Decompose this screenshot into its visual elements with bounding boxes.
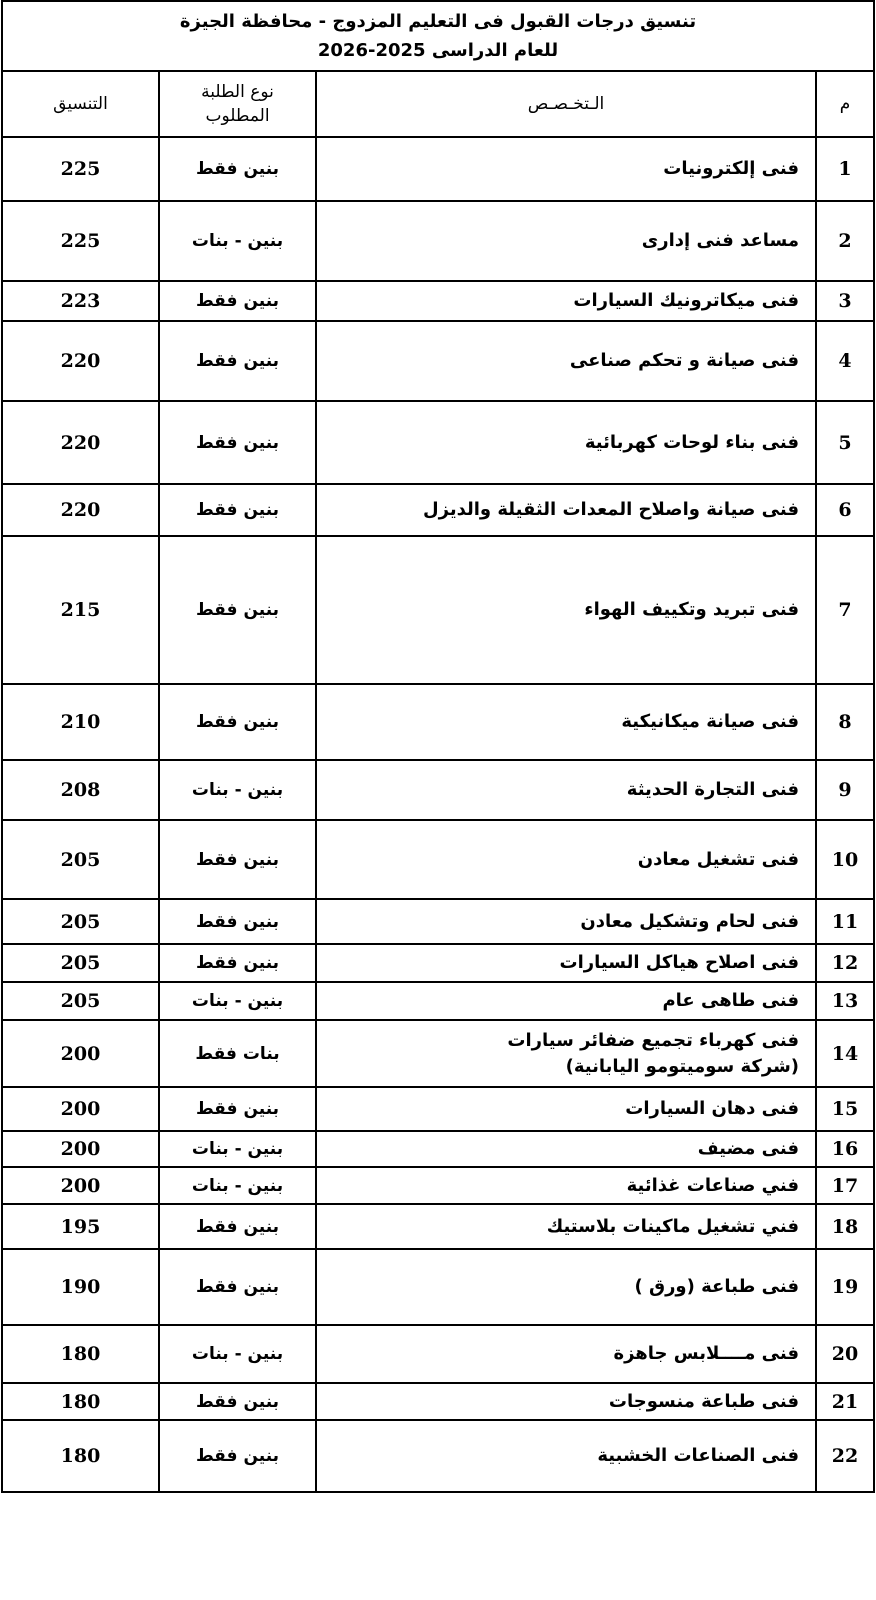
header-student-type-line1: نوع الطلبة (201, 82, 274, 102)
row-num: 11 (816, 899, 874, 944)
table-row (2, 201, 874, 281)
row-num: 19 (816, 1249, 874, 1325)
row-num: 6 (816, 484, 874, 536)
row-num: 9 (816, 760, 874, 820)
row-score: 225 (2, 201, 159, 281)
row-num: 21 (816, 1383, 874, 1420)
row-num: 4 (816, 321, 874, 401)
row-score: 180 (2, 1325, 159, 1383)
row-specialization-line2: (شركة سوميتومو اليابانية) (565, 1055, 799, 1077)
table-row (2, 1020, 874, 1087)
table-row (2, 820, 874, 899)
row-score: 220 (2, 401, 159, 484)
row-student-type: بنين فقط (159, 684, 316, 760)
row-score: 215 (2, 536, 159, 684)
table-row (2, 944, 874, 982)
row-score: 205 (2, 820, 159, 899)
row-score: 180 (2, 1420, 159, 1492)
table-row (2, 1131, 874, 1167)
row-num: 8 (816, 684, 874, 760)
table-row (2, 536, 874, 684)
table-row (2, 1383, 874, 1420)
title-line-2: للعام الدراسى 2025-2026 (317, 40, 559, 61)
table-row (2, 760, 874, 820)
row-student-type: بنين - بنات (159, 1167, 316, 1204)
row-specialization: فنى صيانة و تحكم صناعى (316, 321, 816, 401)
row-score: 205 (2, 899, 159, 944)
row-student-type: بنين فقط (159, 899, 316, 944)
row-score: 200 (2, 1167, 159, 1204)
row-student-type: بنين فقط (159, 820, 316, 899)
row-specialization: فنى اصلاح هياكل السيارات (316, 944, 816, 982)
table-row (2, 1325, 874, 1383)
table-body (2, 137, 874, 1492)
row-score: 195 (2, 1204, 159, 1249)
table-row (2, 1204, 874, 1249)
row-specialization: فنى بناء لوحات كهربائية (316, 401, 816, 484)
row-num: 1 (816, 137, 874, 201)
row-student-type: بنين فقط (159, 281, 316, 321)
row-num: 14 (816, 1020, 874, 1087)
row-specialization: فنى طباعة (ورق ) (316, 1249, 816, 1325)
row-score: 225 (2, 137, 159, 201)
table-row (2, 684, 874, 760)
row-num: 15 (816, 1087, 874, 1131)
table-row (2, 484, 874, 536)
row-specialization (316, 1020, 816, 1087)
row-score: 223 (2, 281, 159, 321)
row-num: 17 (816, 1167, 874, 1204)
table-row (2, 899, 874, 944)
row-student-type: بنين فقط (159, 1087, 316, 1131)
row-student-type: بنين فقط (159, 1249, 316, 1325)
row-score: 210 (2, 684, 159, 760)
table-row (2, 1420, 874, 1492)
row-student-type: بنين فقط (159, 401, 316, 484)
table-row (2, 401, 874, 484)
row-specialization: فني صناعات غذائية (316, 1167, 816, 1204)
row-specialization: مساعد فنى إدارى (316, 201, 816, 281)
table-row (2, 281, 874, 321)
row-specialization-line1: فنى كهرباء تجميع ضفائر سيارات (507, 1029, 799, 1051)
table-row (2, 1087, 874, 1131)
table-row (2, 1249, 874, 1325)
row-score: 205 (2, 982, 159, 1020)
row-student-type: بنين فقط (159, 1204, 316, 1249)
table-row (2, 321, 874, 401)
row-student-type: بنين فقط (159, 137, 316, 201)
row-score: 220 (2, 484, 159, 536)
row-specialization: فنى التجارة الحديثة (316, 760, 816, 820)
header-num: م (816, 71, 874, 137)
row-num: 10 (816, 820, 874, 899)
row-student-type: بنين - بنات (159, 1325, 316, 1383)
row-score: 200 (2, 1131, 159, 1167)
title-line-1: تنسيق درجات القبول فى التعليم المزدوج - محافظة الجيزة (179, 11, 697, 32)
row-num: 3 (816, 281, 874, 321)
row-specialization: فنى طاهى عام (316, 982, 816, 1020)
row-num: 7 (816, 536, 874, 684)
row-student-type: بنين فقط (159, 536, 316, 684)
header-score: التنسيق (2, 71, 159, 137)
row-specialization: فنى طباعة منسوجات (316, 1383, 816, 1420)
row-specialization: فنى لحام وتشكيل معادن (316, 899, 816, 944)
row-score: 200 (2, 1087, 159, 1131)
row-student-type: بنين فقط (159, 1383, 316, 1420)
header-student-type (159, 71, 316, 137)
row-num: 18 (816, 1204, 874, 1249)
row-num: 20 (816, 1325, 874, 1383)
row-num: 2 (816, 201, 874, 281)
table-header-row (2, 71, 874, 137)
header-student-type-line2: المطلوب (205, 106, 270, 126)
row-score: 220 (2, 321, 159, 401)
row-score: 208 (2, 760, 159, 820)
table-row (2, 982, 874, 1020)
row-student-type: بنات فقط (159, 1020, 316, 1087)
row-specialization: فنى صيانة ميكانيكية (316, 684, 816, 760)
row-specialization: فنى مــــلابس جاهزة (316, 1325, 816, 1383)
admission-table (1, 0, 875, 1493)
row-student-type: بنين - بنات (159, 201, 316, 281)
row-specialization: فنى دهان السيارات (316, 1087, 816, 1131)
row-specialization: فنى الصناعات الخشبية (316, 1420, 816, 1492)
header-specialization: الـتخـصـص (316, 71, 816, 137)
row-num: 16 (816, 1131, 874, 1167)
row-specialization: فنى مضيف (316, 1131, 816, 1167)
row-student-type: بنين فقط (159, 321, 316, 401)
row-num: 12 (816, 944, 874, 982)
row-student-type: بنين فقط (159, 1420, 316, 1492)
table-row (2, 1167, 874, 1204)
row-specialization: فنى صيانة واصلاح المعدات الثقيلة والديزل (316, 484, 816, 536)
row-student-type: بنين فقط (159, 484, 316, 536)
table-row (2, 137, 874, 201)
row-student-type: بنين - بنات (159, 1131, 316, 1167)
row-score: 190 (2, 1249, 159, 1325)
row-score: 205 (2, 944, 159, 982)
row-specialization: فنى تشغيل معادن (316, 820, 816, 899)
row-specialization: فنى إلكترونيات (316, 137, 816, 201)
row-num: 13 (816, 982, 874, 1020)
row-specialization: فنى ميكاترونيك السيارات (316, 281, 816, 321)
row-num: 22 (816, 1420, 874, 1492)
row-student-type: بنين - بنات (159, 982, 316, 1020)
row-num: 5 (816, 401, 874, 484)
row-specialization: فني تشغيل ماكينات بلاستيك (316, 1204, 816, 1249)
row-specialization: فنى تبريد وتكييف الهواء (316, 536, 816, 684)
row-score: 200 (2, 1020, 159, 1087)
row-student-type: بنين فقط (159, 944, 316, 982)
row-student-type: بنين - بنات (159, 760, 316, 820)
row-score: 180 (2, 1383, 159, 1420)
table-title (2, 1, 874, 71)
